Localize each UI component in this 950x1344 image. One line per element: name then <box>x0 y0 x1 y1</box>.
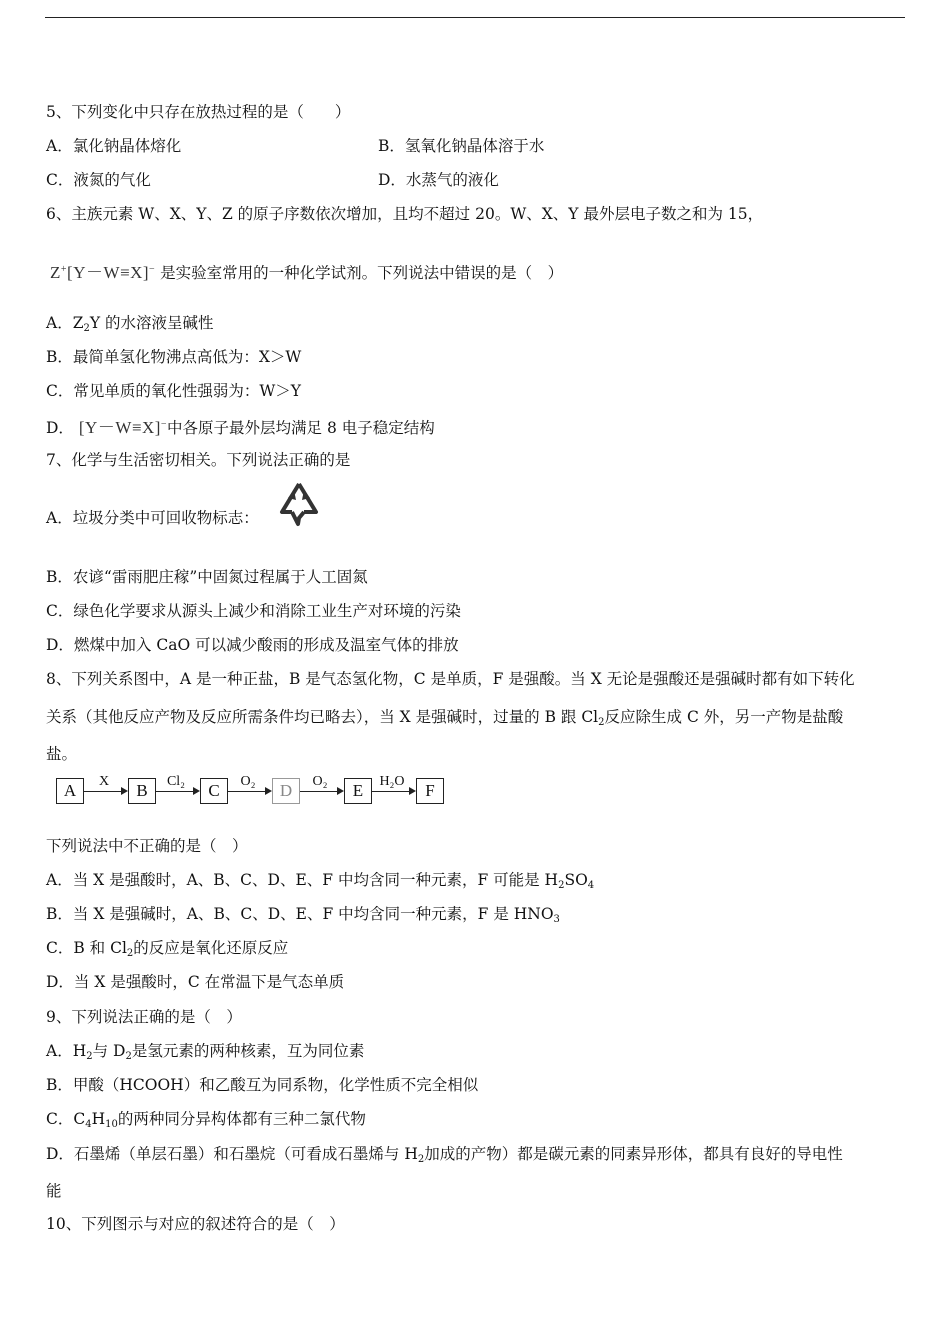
q7-option-b: B．农谚“雷雨肥庄稼”中固氮过程属于人工固氮 <box>46 568 368 586</box>
q6-formula: Z+[Y－W≡X]− <box>50 263 156 282</box>
q10-stem: 10、下列图示与对应的叙述符合的是（ ） <box>46 1215 345 1233</box>
chain-node-e: E <box>344 778 372 804</box>
q5-stem: 5、下列变化中只存在放热过程的是（ ） <box>46 103 351 121</box>
q5-option-c: C．液氮的气化 <box>46 171 151 189</box>
q9-option-d: D．石墨烯（单层石墨）和石墨烷（可看成石墨烯与 $H_2$加成的产物）都是碳元素的同素异形体，都具有良好的导电性 <box>46 1145 843 1165</box>
q5-option-a: A．氯化钠晶体熔化 <box>46 137 182 155</box>
q9-stem: 9、下列说法正确的是（ ） <box>46 1008 242 1026</box>
q8-reaction-chain <box>56 774 444 804</box>
q9-option-c: C．$C_4H_{10}$的两种同分异构体都有三种二氯代物 <box>46 1110 366 1130</box>
q7-option-a: A．垃圾分类中可回收物标志： <box>46 509 259 527</box>
chain-arrow-h2o: H₂O <box>372 778 416 804</box>
q7-stem: 7、化学与生活密切相关。下列说法正确的是 <box>46 451 351 469</box>
q8-ask: 下列说法中不正确的是（ ） <box>46 837 248 855</box>
q9-option-d-continued: 能 <box>46 1182 62 1200</box>
chain-node-b: B <box>128 778 156 804</box>
q6-stem: 6、主族元素 W、X、Y、Z 的原子序数依次增加，且均不超过 20。W、X、Y 最外层电子数之和为 15， <box>46 205 764 223</box>
chain-node-c: C <box>200 778 228 804</box>
q8-stem-line-3: 盐。 <box>46 745 78 763</box>
chain-arrow-cl2: Cl₂ <box>156 778 200 804</box>
q7-option-c: C．绿色化学要求从源头上减少和消除工业生产对环境的污染 <box>46 602 461 620</box>
q9-option-b: B．甲酸（HCOOH）和乙酸互为同系物，化学性质不完全相似 <box>46 1076 479 1094</box>
q8-option-d: D．当 X 是强酸时，C 在常温下是气态单质 <box>46 973 345 991</box>
q8-option-a: A．当 X 是强酸时，A、B、C、D、E、F 中均含同一种元素，F 可能是 $H_2SO_4$ <box>46 871 595 891</box>
q8-stem-line-2: 关系（其他反应产物及反应所需条件均已略去），当 X 是强碱时，过量的 B 跟 $Cl_2$反应除生成 C 外，另一产物是盐酸 <box>46 708 844 728</box>
q8-option-b: B．当 X 是强碱时，A、B、C、D、E、F 中均含同一种元素，F 是 $HNO_3$ <box>46 905 560 925</box>
q9-option-a: A．$H_2$与 $D_2$是氢元素的两种核素，互为同位素 <box>46 1042 365 1062</box>
chain-arrow-o2-2: O₂ <box>300 778 344 804</box>
chain-arrow-x: X <box>84 778 128 804</box>
q5-option-d: D．水蒸气的液化 <box>378 171 499 189</box>
q8-option-c: C．B 和 $Cl_2$的反应是氧化还原反应 <box>46 939 289 959</box>
q8-stem-line-1: 8、下列关系图中，A 是一种正盐，B 是气态氢化物，C 是单质，F 是强酸。当 X 无论是强酸还是强碱时都有如下转化 <box>46 670 855 688</box>
q6-option-c: C．常见单质的氧化性强弱为：W＞Y <box>46 382 302 400</box>
chain-arrow-o2-1: O₂ <box>228 778 272 804</box>
q6-option-b: B．最简单氢化物沸点高低为：X＞W <box>46 348 302 366</box>
chain-node-f: F <box>416 778 444 804</box>
chain-node-a: A <box>56 778 84 804</box>
q6-formula-text: 是实验室常用的一种化学试剂。下列说法中错误的是（ ） <box>155 264 564 282</box>
q6-option-d: D． [Y－W≡X]−中各原子最外层均满足 8 电子稳定结构 <box>46 415 435 438</box>
q6-formula-line <box>50 260 563 283</box>
header-rule <box>45 17 905 18</box>
q5-option-b: B．氢氧化钠晶体溶于水 <box>378 137 545 155</box>
chain-node-d: D <box>272 778 300 804</box>
q7-option-d: D．燃煤中加入 CaO 可以减少酸雨的形成及温室气体的排放 <box>46 636 459 654</box>
recycle-icon <box>276 480 322 528</box>
q6-option-a: A．$Z_2Y$ 的水溶液呈碱性 <box>46 314 214 334</box>
q6-d-formula: [Y－W≡X]− <box>78 418 168 437</box>
